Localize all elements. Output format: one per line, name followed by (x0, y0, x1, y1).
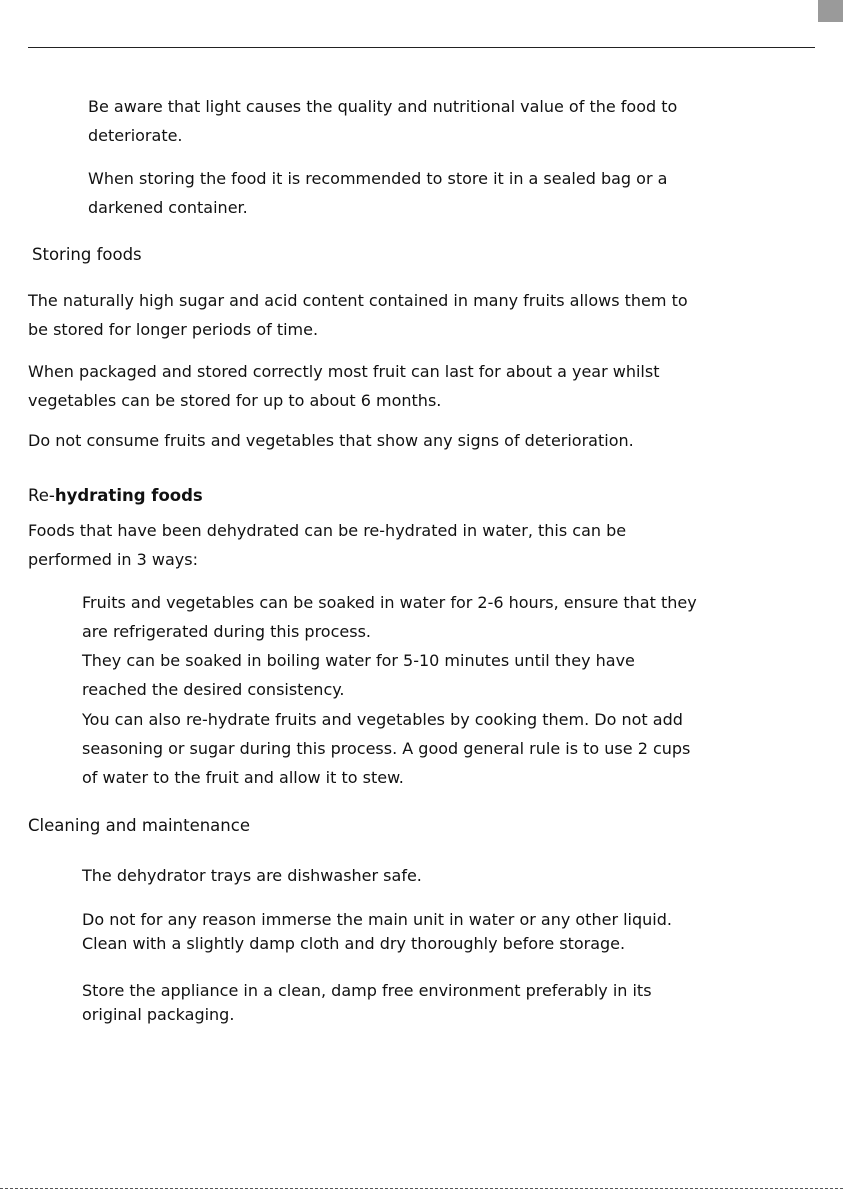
storing-paragraph-warning: Do not consume fruits and vegetables that show any signs of deterioration. (28, 431, 634, 450)
storing-paragraph-sugar: The naturally high sugar and acid content contained in many fruits allows them to be stored for longer periods of time. (28, 291, 688, 339)
cleaning-item-immerse: Do not for any reason immerse the main unit in water or any other liquid. Clean with a slightly damp cloth and dry thoroughly before storage. (82, 910, 672, 953)
rehydrating-intro: Foods that have been dehydrated can be re-hydrated in water, this can be performed in 3 ways: (28, 521, 627, 569)
rehydrating-method-cook: You can also re-hydrate fruits and vegetables by cooking them. Do not add seasoning or sugar during this process. A good general rule is to use 2 cups of water to the fruit and allow it to stew. (82, 710, 691, 787)
storing-foods-heading: Storing foods (32, 245, 142, 264)
rehydrating-method-boil: They can be soaked in boiling water for 5-10 minutes until they have reached the desired consistency. (82, 651, 635, 699)
footer-rule (0, 1188, 843, 1190)
page-corner-tab (818, 0, 843, 22)
intro-paragraph-storage: When storing the food it is recommended to store it in a sealed bag or a darkened container. (88, 169, 668, 217)
header-rule (28, 47, 815, 48)
cleaning-heading: Cleaning and maintenance (28, 816, 250, 835)
cleaning-item-dishwasher: The dehydrator trays are dishwasher safe. (82, 866, 422, 885)
rehydrating-foods-heading (28, 485, 203, 507)
rehydrating-method-soak: Fruits and vegetables can be soaked in water for 2-6 hours, ensure that they are refrigerated during this process. (82, 593, 697, 641)
intro-paragraph-light: Be aware that light causes the quality and nutritional value of the food to deteriorate. (88, 97, 678, 145)
rehydrating-heading-bold: hydrating foods (54, 486, 203, 505)
cleaning-item-store: Store the appliance in a clean, damp free environment preferably in its original packaging. (82, 981, 652, 1024)
rehydrating-heading-prefix: Re- (28, 486, 55, 505)
storing-paragraph-duration: When packaged and stored correctly most fruit can last for about a year whilst vegetables can be stored for up to about 6 months. (28, 362, 660, 410)
